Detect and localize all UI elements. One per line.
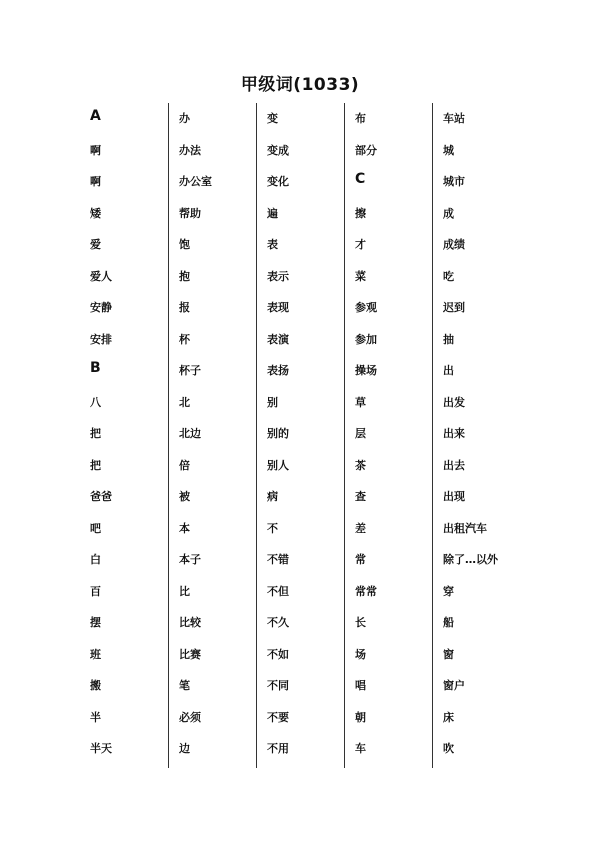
- word-column-5: [432, 103, 521, 768]
- word-entry: 长: [355, 616, 366, 629]
- word-entry: 差: [355, 521, 366, 535]
- word-entry: 北边: [179, 427, 201, 440]
- word-entry: 摆: [90, 616, 101, 629]
- word-entry: 布: [355, 112, 366, 125]
- word-entry: 除了…以外: [443, 553, 498, 566]
- word-entry: 变成: [267, 143, 289, 157]
- word-entry: 本子: [179, 553, 201, 566]
- word-entry: 必须: [179, 710, 201, 724]
- word-entry: 吧: [90, 521, 101, 535]
- word-column-3: [256, 103, 345, 768]
- word-entry: 擦: [355, 206, 366, 220]
- word-entry: 抽: [443, 332, 454, 346]
- section-letter: B: [90, 360, 101, 376]
- word-entry: 帮助: [179, 206, 201, 220]
- word-entry: 安静: [90, 301, 112, 314]
- word-entry: 班: [90, 647, 101, 661]
- word-entry: 不用: [267, 742, 289, 755]
- word-entry: 杯: [179, 332, 190, 346]
- word-entry: 啊: [90, 143, 101, 157]
- word-entry: 出去: [443, 458, 465, 472]
- word-entry: 不但: [267, 584, 289, 598]
- page-title: 甲级词(1033): [240, 75, 360, 95]
- word-entry: 参观: [355, 301, 377, 314]
- word-entry: 安排: [90, 332, 112, 346]
- word-entry: 表示: [267, 269, 289, 283]
- word-entry: 半天: [90, 742, 112, 755]
- word-entry: 场: [355, 647, 366, 661]
- word-entry: 被: [179, 490, 190, 503]
- word-entry: 病: [267, 490, 278, 503]
- word-entry: 成: [443, 206, 454, 220]
- word-entry: 查: [355, 490, 366, 503]
- word-entry: 本: [179, 521, 190, 535]
- word-entry: 船: [443, 616, 454, 629]
- word-entry: 城: [443, 143, 454, 157]
- word-entry: 百: [90, 584, 101, 598]
- word-entry: 不如: [267, 647, 289, 661]
- word-entry: 笔: [179, 679, 190, 692]
- word-entry: 别的: [267, 427, 289, 440]
- word-entry: 爱: [90, 238, 101, 251]
- word-column-2: [168, 103, 257, 768]
- word-entry: 爱人: [90, 269, 112, 283]
- word-entry: 不久: [267, 616, 289, 629]
- word-entry: 倍: [179, 458, 190, 472]
- word-entry: 不要: [267, 710, 289, 724]
- word-entry: 表扬: [267, 364, 289, 377]
- section-letter: C: [355, 171, 366, 187]
- word-entry: 城市: [443, 175, 465, 188]
- word-entry: 报: [179, 301, 190, 314]
- word-entry: 车站: [443, 112, 465, 125]
- word-entry: 遍: [267, 206, 278, 220]
- word-entry: 表现: [267, 301, 289, 314]
- word-entry: 出来: [443, 427, 465, 440]
- word-entry: 窗户: [443, 679, 465, 692]
- word-entry: 菜: [355, 269, 366, 283]
- word-entry: 别: [267, 395, 278, 409]
- word-entry: 操场: [355, 364, 377, 377]
- word-entry: 白: [90, 553, 101, 566]
- word-entry: 爸爸: [90, 490, 112, 503]
- word-entry: 出发: [443, 395, 465, 409]
- word-entry: 表演: [267, 332, 289, 346]
- word-entry: 车: [355, 742, 366, 755]
- word-entry: 半: [90, 710, 101, 724]
- word-entry: 比赛: [179, 647, 201, 661]
- word-entry: 办公室: [179, 175, 212, 188]
- word-entry: 常: [355, 553, 366, 566]
- word-entry: 变: [267, 112, 278, 125]
- word-entry: 出现: [443, 490, 465, 503]
- word-entry: 不: [267, 521, 278, 535]
- word-entry: 比: [179, 584, 190, 598]
- word-entry: 搬: [90, 679, 101, 692]
- word-entry: 茶: [355, 458, 366, 472]
- word-entry: 饱: [179, 238, 190, 251]
- word-entry: 不同: [267, 679, 289, 692]
- word-entry: 唱: [355, 679, 366, 692]
- word-entry: 办: [179, 112, 190, 125]
- word-entry: 才: [355, 238, 366, 251]
- word-entry: 参加: [355, 332, 377, 346]
- word-entry: 吹: [443, 742, 454, 755]
- word-entry: 啊: [90, 175, 101, 188]
- word-entry: 抱: [179, 269, 190, 283]
- word-entry: 草: [355, 395, 366, 409]
- word-entry: 不错: [267, 553, 289, 566]
- word-entry: 把: [90, 427, 101, 440]
- word-entry: 床: [443, 710, 454, 724]
- word-entry: 八: [90, 395, 101, 409]
- word-entry: 边: [179, 742, 190, 755]
- word-entry: 迟到: [443, 301, 465, 314]
- word-entry: 矮: [90, 206, 101, 220]
- word-entry: 部分: [355, 143, 377, 157]
- word-entry: 穿: [443, 584, 454, 598]
- word-column-4: [344, 103, 433, 768]
- word-entry: 表: [267, 238, 278, 251]
- word-entry: 杯子: [179, 364, 201, 377]
- word-entry: 窗: [443, 647, 454, 661]
- word-entry: 吃: [443, 269, 454, 283]
- word-entry: 别人: [267, 458, 289, 472]
- section-letter: A: [90, 108, 101, 124]
- word-entry: 把: [90, 458, 101, 472]
- word-column-1: [80, 103, 168, 768]
- word-entry: 朝: [355, 710, 366, 724]
- word-entry: 出: [443, 364, 454, 377]
- word-entry: 成绩: [443, 238, 465, 251]
- word-entry: 变化: [267, 175, 289, 188]
- word-entry: 常常: [355, 584, 377, 598]
- word-entry: 层: [355, 427, 366, 440]
- word-entry: 北: [179, 395, 190, 409]
- word-entry: 比较: [179, 616, 201, 629]
- word-entry: 办法: [179, 143, 201, 157]
- word-entry: 出租汽车: [443, 521, 487, 535]
- word-columns: [80, 103, 520, 768]
